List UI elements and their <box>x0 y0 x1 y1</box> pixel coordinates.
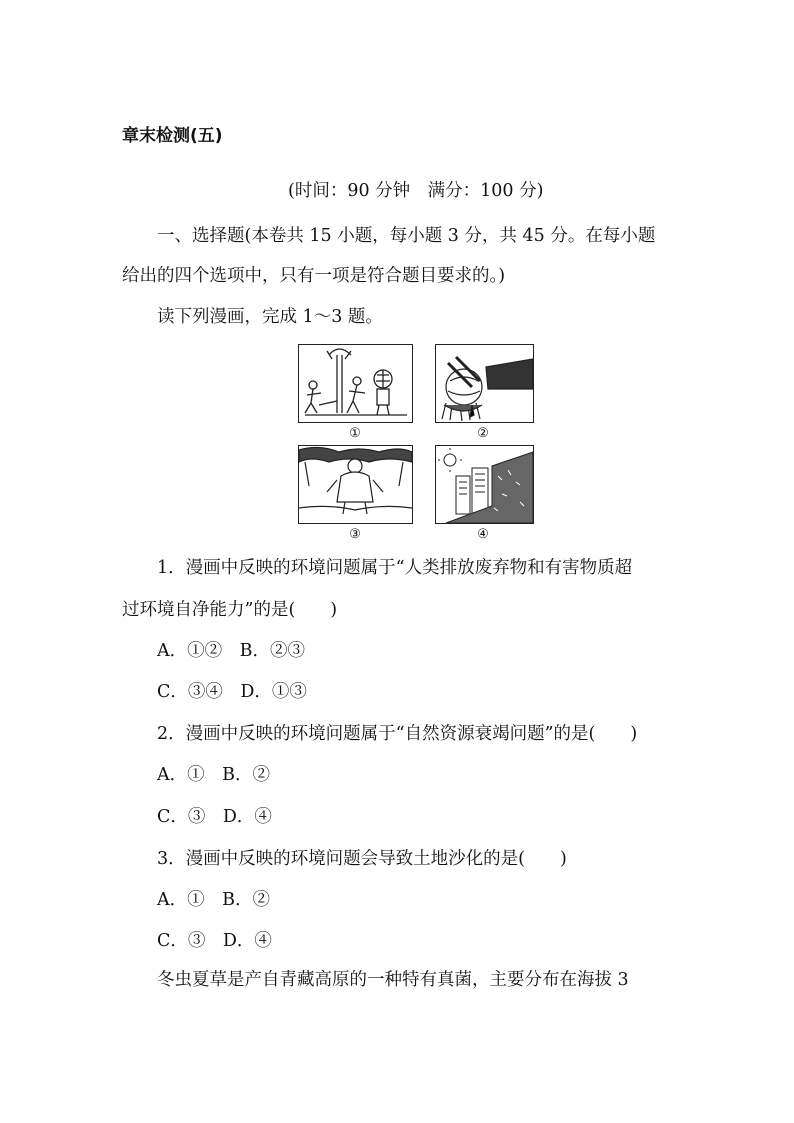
doc-title: 章末检测(五) <box>122 126 223 146</box>
section-heading-line1: 一、选择题(本卷共 15 小题，每小题 3 分，共 45 分。在每小题 <box>157 226 656 246</box>
hand-globe-cartoon-image <box>436 345 533 422</box>
q1-stem-line1: 1．漫画中反映的环境问题属于“人类排放废弃物和有害物质超 <box>157 558 633 578</box>
q1-stem-line2: 过环境自净能力”的是( ) <box>122 600 338 620</box>
passage-text: 冬虫夏草是产自青藏高原的一种特有真菌，主要分布在海拔 3 <box>157 970 629 990</box>
section-heading-line2: 给出的四个选项中，只有一项是符合题目要求的。) <box>122 266 506 286</box>
q2-options-row1: A．① B．② <box>157 765 270 785</box>
cartoon-panel-1 <box>298 344 413 423</box>
q2-stem: 2．漫画中反映的环境问题属于“自然资源衰竭问题”的是( ) <box>157 724 638 744</box>
q1-options-row1: A．①② B．②③ <box>157 641 305 661</box>
city-desert-cartoon-image <box>436 446 533 523</box>
cartoon-panel-2 <box>435 344 534 423</box>
q2-options-row2: C．③ D．④ <box>157 807 272 827</box>
caption-4: ④ <box>477 527 489 542</box>
q3-options-row2: C．③ D．④ <box>157 931 272 951</box>
pollution-cartoon-image <box>299 446 412 523</box>
q3-options-row1: A．① B．② <box>157 890 270 910</box>
caption-1: ① <box>349 426 361 441</box>
figure-intro: 读下列漫画，完成 1～3 题。 <box>157 307 383 327</box>
cartoon-panel-4 <box>435 445 534 524</box>
q3-stem: 3．漫画中反映的环境问题会导致土地沙化的是( ) <box>157 849 567 869</box>
caption-2: ② <box>477 426 489 441</box>
exam-info: (时间：90 分钟 满分：100 分) <box>288 181 544 201</box>
cartoon-panel-3 <box>298 445 413 524</box>
caption-3: ③ <box>349 527 361 542</box>
q1-options-row2: C．③④ D．①③ <box>157 682 307 702</box>
logging-cartoon-image <box>299 345 412 422</box>
